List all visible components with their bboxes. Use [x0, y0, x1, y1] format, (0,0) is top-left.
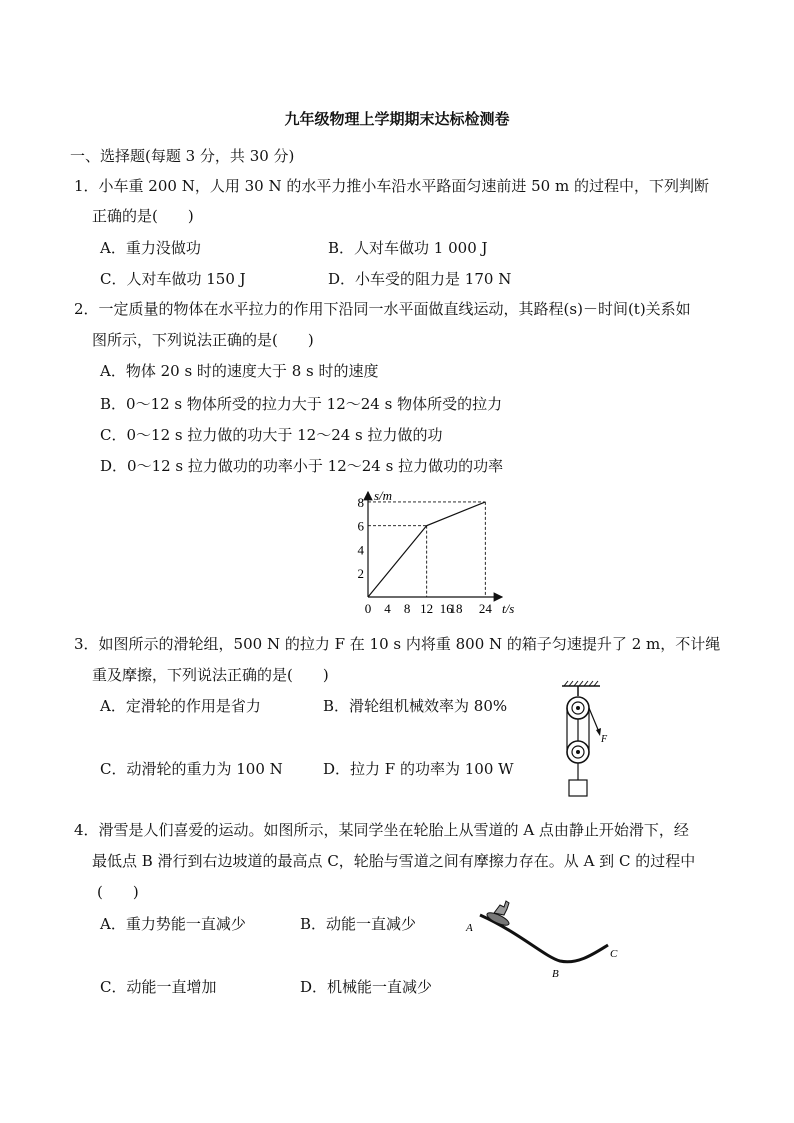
question-4-line-3: ( )	[97, 883, 139, 901]
pulley-figure	[552, 680, 622, 802]
x-tick-label-0: 0	[364, 601, 372, 616]
question-1-line-1: 1．小车重 200 N，人用 30 N 的水平力推小车沿水平路面匀速前进 50 m 的过程中，下列判断	[74, 177, 709, 195]
st-chart	[320, 480, 520, 620]
y-axis-label: s/m	[374, 488, 393, 503]
question-2-line-1: 2．一定质量的物体在水平拉力的作用下沿同一水平面做直线运动，其路程(s)－时间(t)关系如	[74, 300, 691, 318]
y-tick-label-2: 6	[357, 518, 364, 534]
x-tick-label-4: 16	[439, 601, 453, 616]
question-1-option-d: D．小车受的阻力是 170 N	[328, 270, 512, 288]
question-1-option-b: B．人对车做功 1 000 J	[328, 239, 488, 257]
question-2-option-d: D．0～12 s 拉力做功的功率小于 12～24 s 拉力做功的功率	[100, 457, 504, 475]
x-tick-label-5: 18	[449, 601, 463, 616]
question-2-option-a: A．物体 20 s 时的速度大于 8 s 时的速度	[100, 362, 379, 380]
question-4-line-2: 最低点 B 滑行到右边坡道的最高点 C，轮胎与雪道之间有摩擦力存在。从 A 到 C 的过程中	[92, 852, 696, 870]
question-1-option-c: C．人对车做功 150 J	[100, 270, 246, 288]
student	[494, 901, 509, 915]
force-label: F	[601, 734, 608, 745]
exam-title: 九年级物理上学期期末达标检测卷	[284, 110, 510, 128]
y-tick-label-0: 2	[357, 566, 364, 582]
x-tick-label-1: 4	[384, 601, 391, 616]
question-4-line-1: 4．滑雪是人们喜爱的运动。如图所示，某同学坐在轮胎上从雪道的 A 点由静止开始滑下，经	[74, 821, 689, 839]
question-3-option-a: A．定滑轮的作用是省力	[100, 697, 261, 715]
question-3-option-d: D．拉力 F 的功率为 100 W	[323, 760, 514, 778]
question-1-line-2: 正确的是( )	[92, 207, 194, 225]
y-tick-label-1: 4	[357, 542, 364, 558]
question-2-option-b: B．0～12 s 物体所受的拉力大于 12～24 s 物体所受的拉力	[100, 395, 503, 413]
ski-slope-figure	[460, 895, 630, 990]
question-2-line-2: 图所示，下列说法正确的是( )	[92, 331, 314, 349]
point-a: A	[466, 922, 473, 934]
question-3-option-b: B．滑轮组机械效率为 80%	[323, 697, 508, 715]
question-2-option-c: C．0～12 s 拉力做的功大于 12～24 s 拉力做的功	[100, 426, 443, 444]
question-3-option-c: C．动滑轮的重力为 100 N	[100, 760, 283, 778]
y-tick-label-3: 8	[357, 494, 364, 510]
box	[569, 780, 587, 796]
point-b: B	[552, 968, 559, 980]
question-3-line-2: 重及摩擦，下列说法正确的是( )	[92, 666, 329, 684]
question-4-option-b: B．动能一直减少	[300, 915, 417, 933]
question-3-line-1: 3．如图所示的滑轮组，500 N 的拉力 F 在 10 s 内将重 800 N 的箱子匀速提升了 2 m，不计绳	[74, 635, 721, 653]
question-4-option-d: D．机械能一直减少	[300, 978, 433, 996]
x-tick-label-3: 12	[420, 601, 434, 616]
question-4-option-c: C．动能一直增加	[100, 978, 217, 996]
x-axis-label: t/s	[502, 601, 515, 616]
x-tick-label-2: 8	[403, 601, 411, 616]
point-c: C	[610, 948, 618, 960]
x-tick-label-6: 24	[478, 601, 492, 616]
question-1-option-a: A．重力没做功	[100, 239, 201, 257]
section-heading: 一、选择题(每题 3 分，共 30 分)	[70, 147, 295, 165]
question-4-option-a: A．重力势能一直减少	[100, 915, 246, 933]
